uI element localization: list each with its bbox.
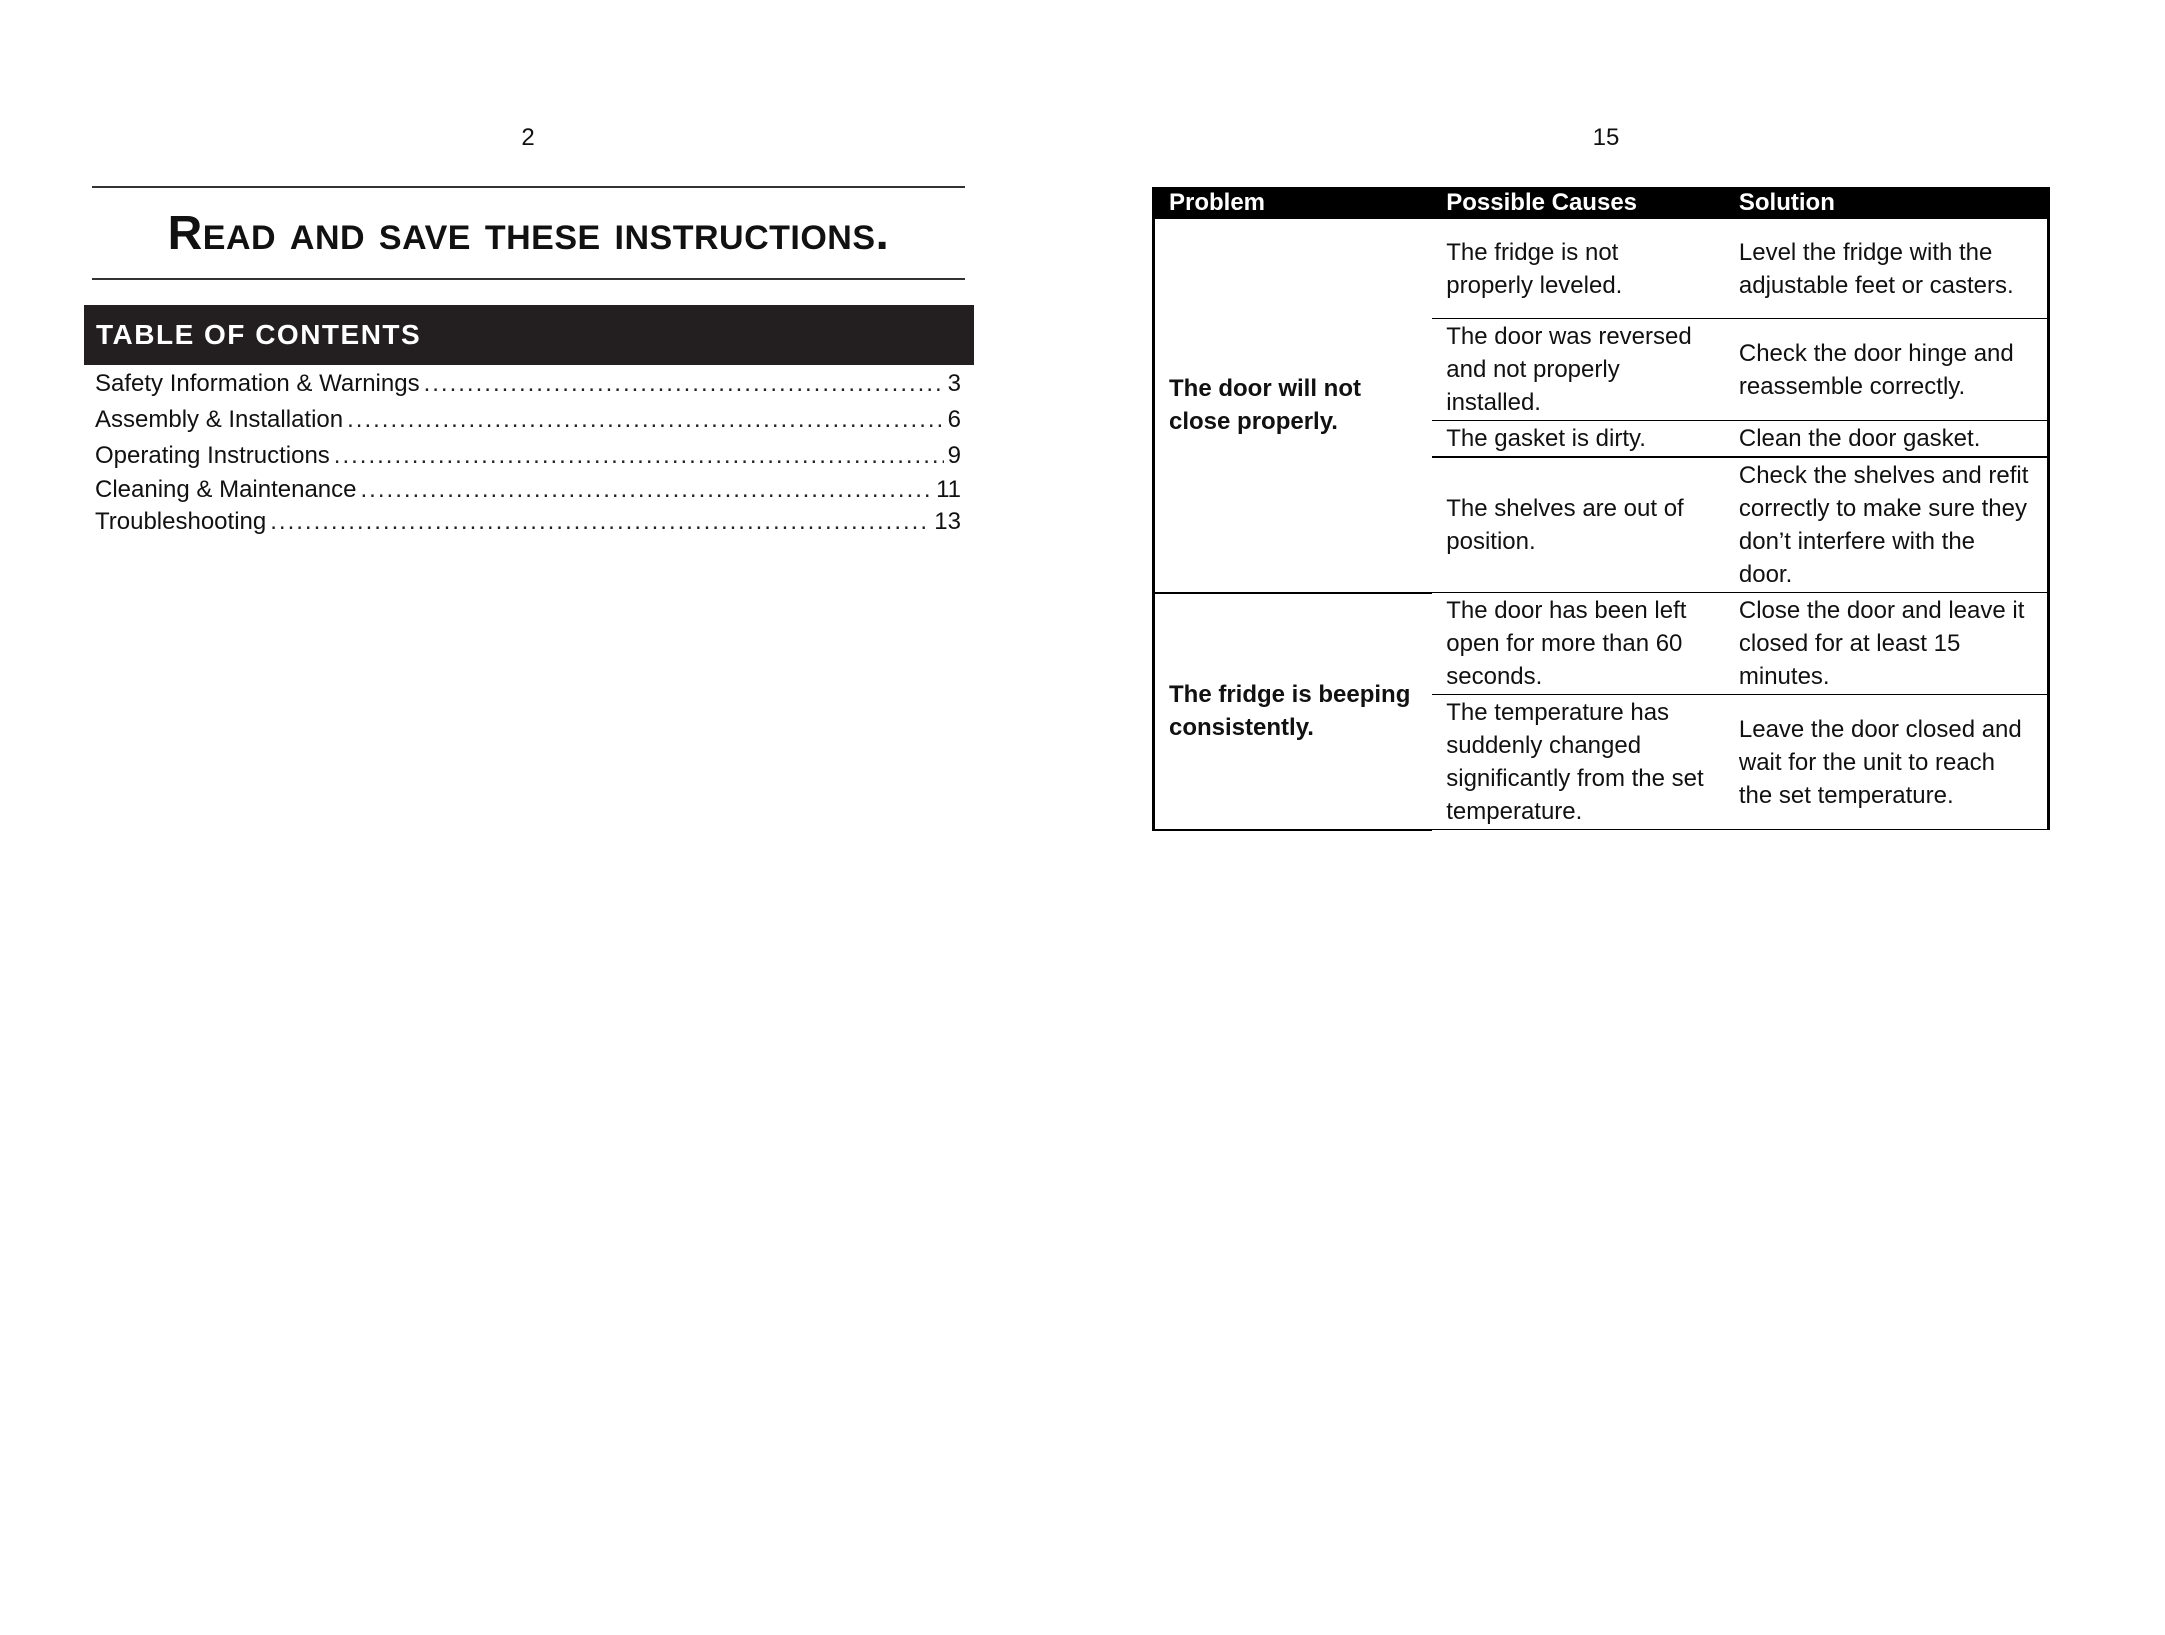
left-page-number: 2 — [521, 124, 535, 151]
toc-item-page: 13 — [934, 508, 961, 535]
cause-cell: The shelves are out of position. — [1432, 457, 1725, 593]
solution-cell: Check the door hinge and reassemble correctly. — [1725, 319, 2049, 421]
toc-item[interactable] — [95, 438, 961, 474]
column-header-causes: Possible Causes — [1432, 187, 1725, 219]
cause-cell: The temperature has suddenly changed significantly from the set temperature. — [1432, 695, 1725, 830]
toc-item[interactable] — [95, 474, 961, 506]
cause-cell: The gasket is dirty. — [1432, 421, 1725, 458]
toc-list — [95, 366, 961, 538]
toc-item-page: 9 — [947, 442, 961, 469]
problem-cell: The fridge is beeping consistently. — [1154, 593, 1433, 830]
table-header-row — [1154, 187, 2049, 219]
troubleshooting-table — [1152, 187, 2050, 831]
cause-cell: The fridge is not properly leveled. — [1432, 219, 1725, 319]
column-header-problem: Problem — [1154, 187, 1433, 219]
solution-cell: Check the shelves and refit correctly to make sure they don’t interfere with the door. — [1725, 457, 2049, 593]
instructions-title-block — [92, 186, 965, 280]
toc-item-label: Operating Instructions — [95, 442, 330, 469]
toc-leader-dots — [334, 438, 944, 474]
toc-item-label: Assembly & Installation — [95, 406, 344, 433]
toc-item-page: 6 — [947, 406, 961, 433]
toc-leader-dots — [270, 506, 930, 538]
toc-item[interactable] — [95, 366, 961, 402]
toc-leader-dots — [424, 366, 944, 402]
toc-leader-dots — [347, 402, 944, 438]
toc-item-page: 3 — [947, 370, 961, 397]
toc-header-text: TABLE OF CONTENTS — [96, 319, 422, 350]
toc-item[interactable] — [95, 402, 961, 438]
solution-cell: Level the fridge with the adjustable feet or casters. — [1725, 219, 2049, 319]
cause-cell: The door was reversed and not properly installed. — [1432, 319, 1725, 421]
solution-cell: Clean the door gasket. — [1725, 421, 2049, 458]
toc-item-label: Troubleshooting — [95, 508, 267, 535]
toc-item-label: Safety Information & Warnings — [95, 370, 420, 397]
table-row — [1154, 593, 2049, 695]
solution-cell: Close the door and leave it closed for at least 15 minutes. — [1725, 593, 2049, 695]
toc-item[interactable] — [95, 506, 961, 538]
cause-cell: The door has been left open for more than 60 seconds. — [1432, 593, 1725, 695]
column-header-solution: Solution — [1725, 187, 2049, 219]
table-row — [1154, 219, 2049, 319]
right-page-number: 15 — [1592, 124, 1620, 151]
toc-header — [84, 305, 974, 365]
solution-cell: Leave the door closed and wait for the unit to reach the set temperature. — [1725, 695, 2049, 830]
instructions-title: Read and save these instructions. — [167, 206, 890, 260]
toc-item-label: Cleaning & Maintenance — [95, 476, 357, 503]
toc-item-page: 11 — [936, 476, 961, 503]
problem-cell: The door will not close properly. — [1154, 219, 1433, 593]
toc-leader-dots — [361, 474, 933, 506]
